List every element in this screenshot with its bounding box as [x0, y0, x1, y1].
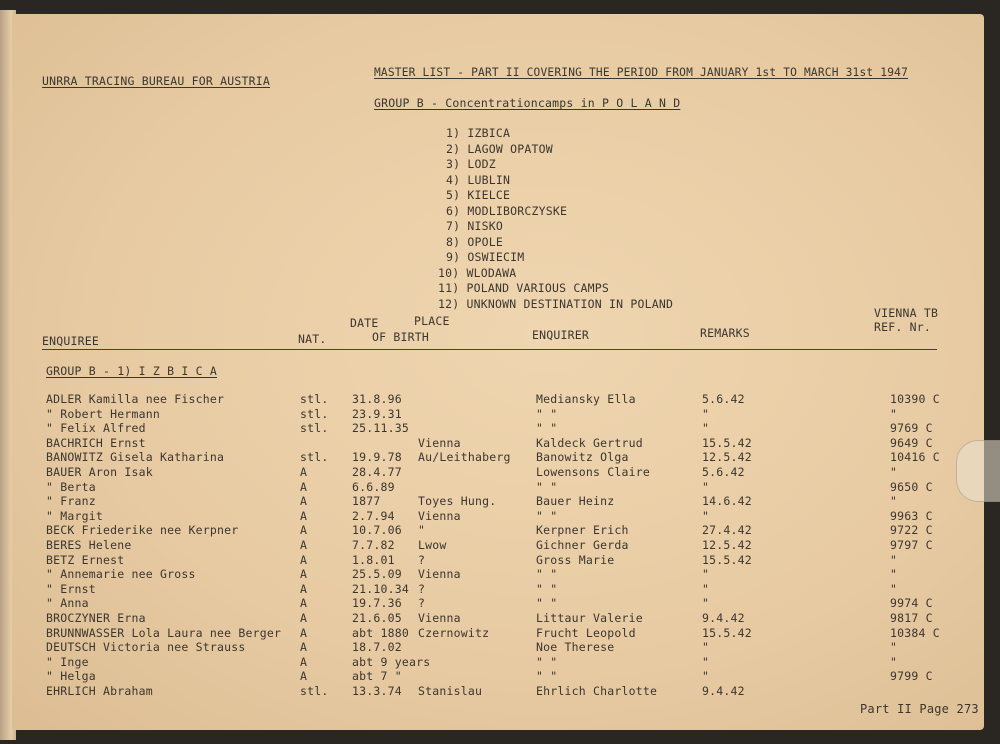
cell-remarks: "	[702, 654, 710, 669]
cell-nat: stl.	[300, 392, 329, 406]
cell-date: 18.7.02	[352, 640, 402, 655]
cell-ref: "	[890, 567, 898, 582]
group-heading: GROUP B - 1) I Z B I C A	[46, 364, 217, 378]
cell-remarks: "	[702, 596, 710, 611]
camp-item: 11) POLAND VARIOUS CAMPS	[438, 281, 609, 295]
cell-nat: A	[300, 523, 308, 538]
cell-enquirer: " "	[536, 567, 558, 582]
cell-date: 25.5.09	[352, 567, 402, 582]
cell-place: Toyes Hung.	[418, 494, 497, 509]
camp-item: 5) KIELCE	[446, 188, 511, 202]
cell-remarks: 5.6.42	[702, 392, 745, 406]
camp-item: 1) IZBICA	[446, 126, 511, 140]
cell-enquiree: BACHRICH Ernst	[46, 435, 146, 450]
cell-enquiree: " Franz	[46, 494, 96, 509]
cell-enquirer: Kerpner Erich	[536, 523, 629, 538]
camp-item: 8) OPOLE	[446, 234, 503, 249]
cell-enquirer: Littaur Valerie	[536, 611, 643, 625]
col-enquiree: ENQUIREE	[42, 334, 99, 348]
cell-date: 19.7.36	[352, 596, 402, 611]
cell-date: 19.9.78	[352, 450, 402, 465]
cell-nat: A	[300, 669, 308, 684]
cell-enquirer: Lowensons Claire	[536, 465, 650, 479]
cell-remarks: 12.5.42	[702, 450, 752, 465]
cell-remarks: 27.4.42	[702, 523, 752, 538]
cell-nat: stl.	[300, 684, 329, 698]
camp-item: 9) OSWIECIM	[446, 250, 525, 264]
cell-remarks: 15.5.42	[702, 625, 752, 640]
cell-place: Vienna	[418, 611, 461, 625]
cell-enquirer: " "	[536, 596, 558, 611]
cell-enquirer: Frucht Leopold	[536, 625, 636, 640]
cell-enquirer: " "	[536, 479, 558, 494]
cell-nat: A	[300, 567, 308, 582]
document-page	[12, 14, 984, 730]
cell-remarks: "	[702, 479, 710, 494]
cell-ref: 9799 C	[890, 669, 933, 684]
cell-enquiree: " Berta	[46, 479, 96, 494]
cell-date: 7.7.82	[352, 538, 395, 552]
cell-enquirer: " "	[536, 406, 558, 421]
index-tab	[956, 440, 1000, 502]
cell-nat: A	[300, 654, 308, 669]
cell-ref: 10390 C	[890, 392, 940, 406]
cell-remarks: 9.4.42	[702, 684, 745, 698]
cell-remarks: "	[702, 421, 710, 436]
cell-enquiree: " Inge	[46, 654, 89, 669]
org-title: UNRRA TRACING BUREAU FOR AUSTRIA	[42, 74, 270, 88]
cell-ref: 9769 C	[890, 421, 933, 436]
col-of-birth: OF BIRTH	[372, 330, 429, 344]
cell-enquiree: BERES Helene	[46, 538, 132, 552]
cell-date: abt 9 years	[352, 654, 431, 669]
camp-item: 4) LUBLIN	[446, 172, 511, 187]
cell-date: 23.9.31	[352, 406, 402, 421]
cell-enquirer: " "	[536, 654, 558, 669]
cell-nat: A	[300, 611, 308, 625]
cell-date: 28.4.77	[352, 465, 402, 479]
cell-remarks: "	[702, 508, 710, 523]
cell-place: Vienna	[418, 508, 461, 523]
cell-enquirer: Mediansky Ella	[536, 392, 636, 406]
cell-enquiree: DEUTSCH Victoria nee Strauss	[46, 640, 246, 655]
cell-remarks: "	[702, 567, 710, 582]
cell-nat: stl.	[300, 421, 329, 436]
col-place: PLACE	[414, 314, 450, 328]
cell-ref: 9650 C	[890, 479, 933, 494]
cell-remarks: 12.5.42	[702, 538, 752, 552]
cell-remarks: 14.6.42	[702, 494, 752, 509]
cell-enquirer: Banowitz Olga	[536, 450, 629, 465]
cell-ref: 9722 C	[890, 523, 933, 538]
cell-date: 25.11.35	[352, 421, 409, 436]
cell-enquirer: Kaldeck Gertrud	[536, 435, 643, 450]
cell-ref: "	[890, 552, 898, 567]
cell-remarks: 9.4.42	[702, 611, 745, 625]
cell-enquiree: BANOWITZ Gisela Katharina	[46, 450, 225, 465]
cell-enquirer: Gross Marie	[536, 552, 615, 567]
cell-ref: 9963 C	[890, 508, 933, 523]
cell-date: 31.8.96	[352, 392, 402, 406]
cell-enquiree: " Margit	[46, 508, 103, 523]
camp-item: 12) UNKNOWN DESTINATION IN POLAND	[438, 296, 674, 311]
cell-date: 2.7.94	[352, 508, 395, 523]
cell-nat: A	[300, 581, 308, 596]
cell-enquiree: ADLER Kamilla nee Fischer	[46, 392, 225, 406]
cell-date: 10.7.06	[352, 523, 402, 538]
cell-enquiree: BETZ Ernest	[46, 552, 125, 567]
cell-enquirer: " "	[536, 508, 558, 523]
col-enquirer: ENQUIRER	[532, 328, 589, 342]
cell-nat: A	[300, 479, 308, 494]
cell-enquiree: BAUER Aron Isak	[46, 465, 153, 479]
cell-remarks: "	[702, 581, 710, 596]
cell-place: ?	[418, 596, 426, 611]
cell-ref: 9817 C	[890, 611, 933, 625]
col-date: DATE	[350, 316, 379, 330]
cell-ref: "	[890, 406, 898, 421]
cell-ref: "	[890, 640, 898, 655]
cell-enquiree: " Anna	[46, 596, 89, 611]
cell-date: 13.3.74	[352, 684, 402, 698]
cell-enquiree: BRUNNWASSER Lola Laura nee Berger	[46, 625, 282, 640]
cell-place: Lwow	[418, 538, 447, 552]
camp-item: 3) LODZ	[446, 157, 496, 171]
cell-enquirer: " "	[536, 669, 558, 684]
cell-nat: A	[300, 494, 308, 509]
col-nat: NAT.	[298, 332, 327, 346]
cell-nat: A	[300, 625, 308, 640]
cell-enquiree: " Helga	[46, 669, 96, 684]
cell-place: Vienna	[418, 567, 461, 582]
camp-item: 10) WLODAWA	[438, 265, 517, 280]
cell-place: Stanislau	[418, 684, 483, 698]
cell-enquirer: Gichner Gerda	[536, 538, 629, 552]
master-list-title: MASTER LIST - PART II COVERING THE PERIOD FROM JANUARY 1st TO MARCH 31st 1947	[374, 66, 909, 79]
cell-place: ?	[418, 581, 426, 596]
cell-ref: 10384 C	[890, 625, 940, 640]
cell-enquiree: " Robert Hermann	[46, 406, 160, 421]
cell-enquirer: Noe Therese	[536, 640, 615, 655]
cell-enquirer: " "	[536, 421, 558, 436]
page-footer: Part II Page 273	[860, 702, 979, 716]
cell-date: 1877	[352, 494, 381, 509]
cell-nat: A	[300, 596, 308, 611]
cell-enquiree: EHRLICH Abraham	[46, 684, 153, 698]
cell-enquiree: " Annemarie nee Gross	[46, 567, 196, 582]
cell-ref: "	[890, 654, 898, 669]
cell-nat: stl.	[300, 406, 329, 421]
cell-enquirer: Ehrlich Charlotte	[536, 684, 658, 698]
cell-nat: A	[300, 538, 308, 552]
col-remarks: REMARKS	[700, 326, 750, 340]
cell-ref: "	[890, 581, 898, 596]
camp-item: 2) LAGOW OPATOW	[446, 141, 553, 156]
cell-place: ?	[418, 552, 426, 567]
cell-date: abt 7 "	[352, 669, 402, 684]
cell-nat: A	[300, 552, 308, 567]
col-vienna-tb: VIENNA TB	[874, 306, 939, 320]
group-title: GROUP B - Concentrationcamps in P O L A N D	[374, 96, 681, 110]
cell-remarks: "	[702, 640, 710, 655]
cell-ref: 10416 C	[890, 450, 940, 465]
cell-enquiree: BROCZYNER Erna	[46, 611, 146, 625]
cell-nat: A	[300, 465, 308, 479]
col-ref-nr: REF. Nr.	[874, 320, 931, 334]
cell-remarks: "	[702, 406, 710, 421]
cell-remarks: 15.5.42	[702, 552, 752, 567]
cell-remarks: "	[702, 669, 710, 684]
cell-date: 21.10.34	[352, 581, 409, 596]
cell-nat: A	[300, 508, 308, 523]
cell-nat: A	[300, 640, 308, 655]
cell-enquiree: BECK Friederike nee Kerpner	[46, 523, 239, 538]
cell-remarks: 15.5.42	[702, 435, 752, 450]
camp-item: 7) NISKO	[446, 219, 503, 233]
cell-enquiree: " Ernst	[46, 581, 96, 596]
cell-place: "	[418, 523, 426, 538]
cell-ref: 9974 C	[890, 596, 933, 611]
cell-enquirer: " "	[536, 581, 558, 596]
cell-date: 6.6.89	[352, 479, 395, 494]
cell-ref: 9797 C	[890, 538, 933, 552]
cell-date: 1.8.01	[352, 552, 395, 567]
cell-nat: stl.	[300, 450, 329, 465]
cell-date: abt 1880	[352, 625, 409, 640]
cell-remarks: 5.6.42	[702, 465, 745, 479]
cell-enquiree: " Felix Alfred	[46, 421, 146, 436]
cell-ref: "	[890, 465, 898, 479]
cell-place: Czernowitz	[418, 625, 490, 640]
header-rule	[42, 349, 937, 350]
cell-ref: "	[890, 494, 898, 509]
cell-place: Au/Leithaberg	[418, 450, 511, 465]
cell-place: Vienna	[418, 435, 461, 450]
camp-item: 6) MODLIBORCZYSKE	[446, 203, 568, 218]
cell-enquirer: Bauer Heinz	[536, 494, 615, 509]
cell-date: 21.6.05	[352, 611, 402, 625]
cell-ref: 9649 C	[890, 435, 933, 450]
